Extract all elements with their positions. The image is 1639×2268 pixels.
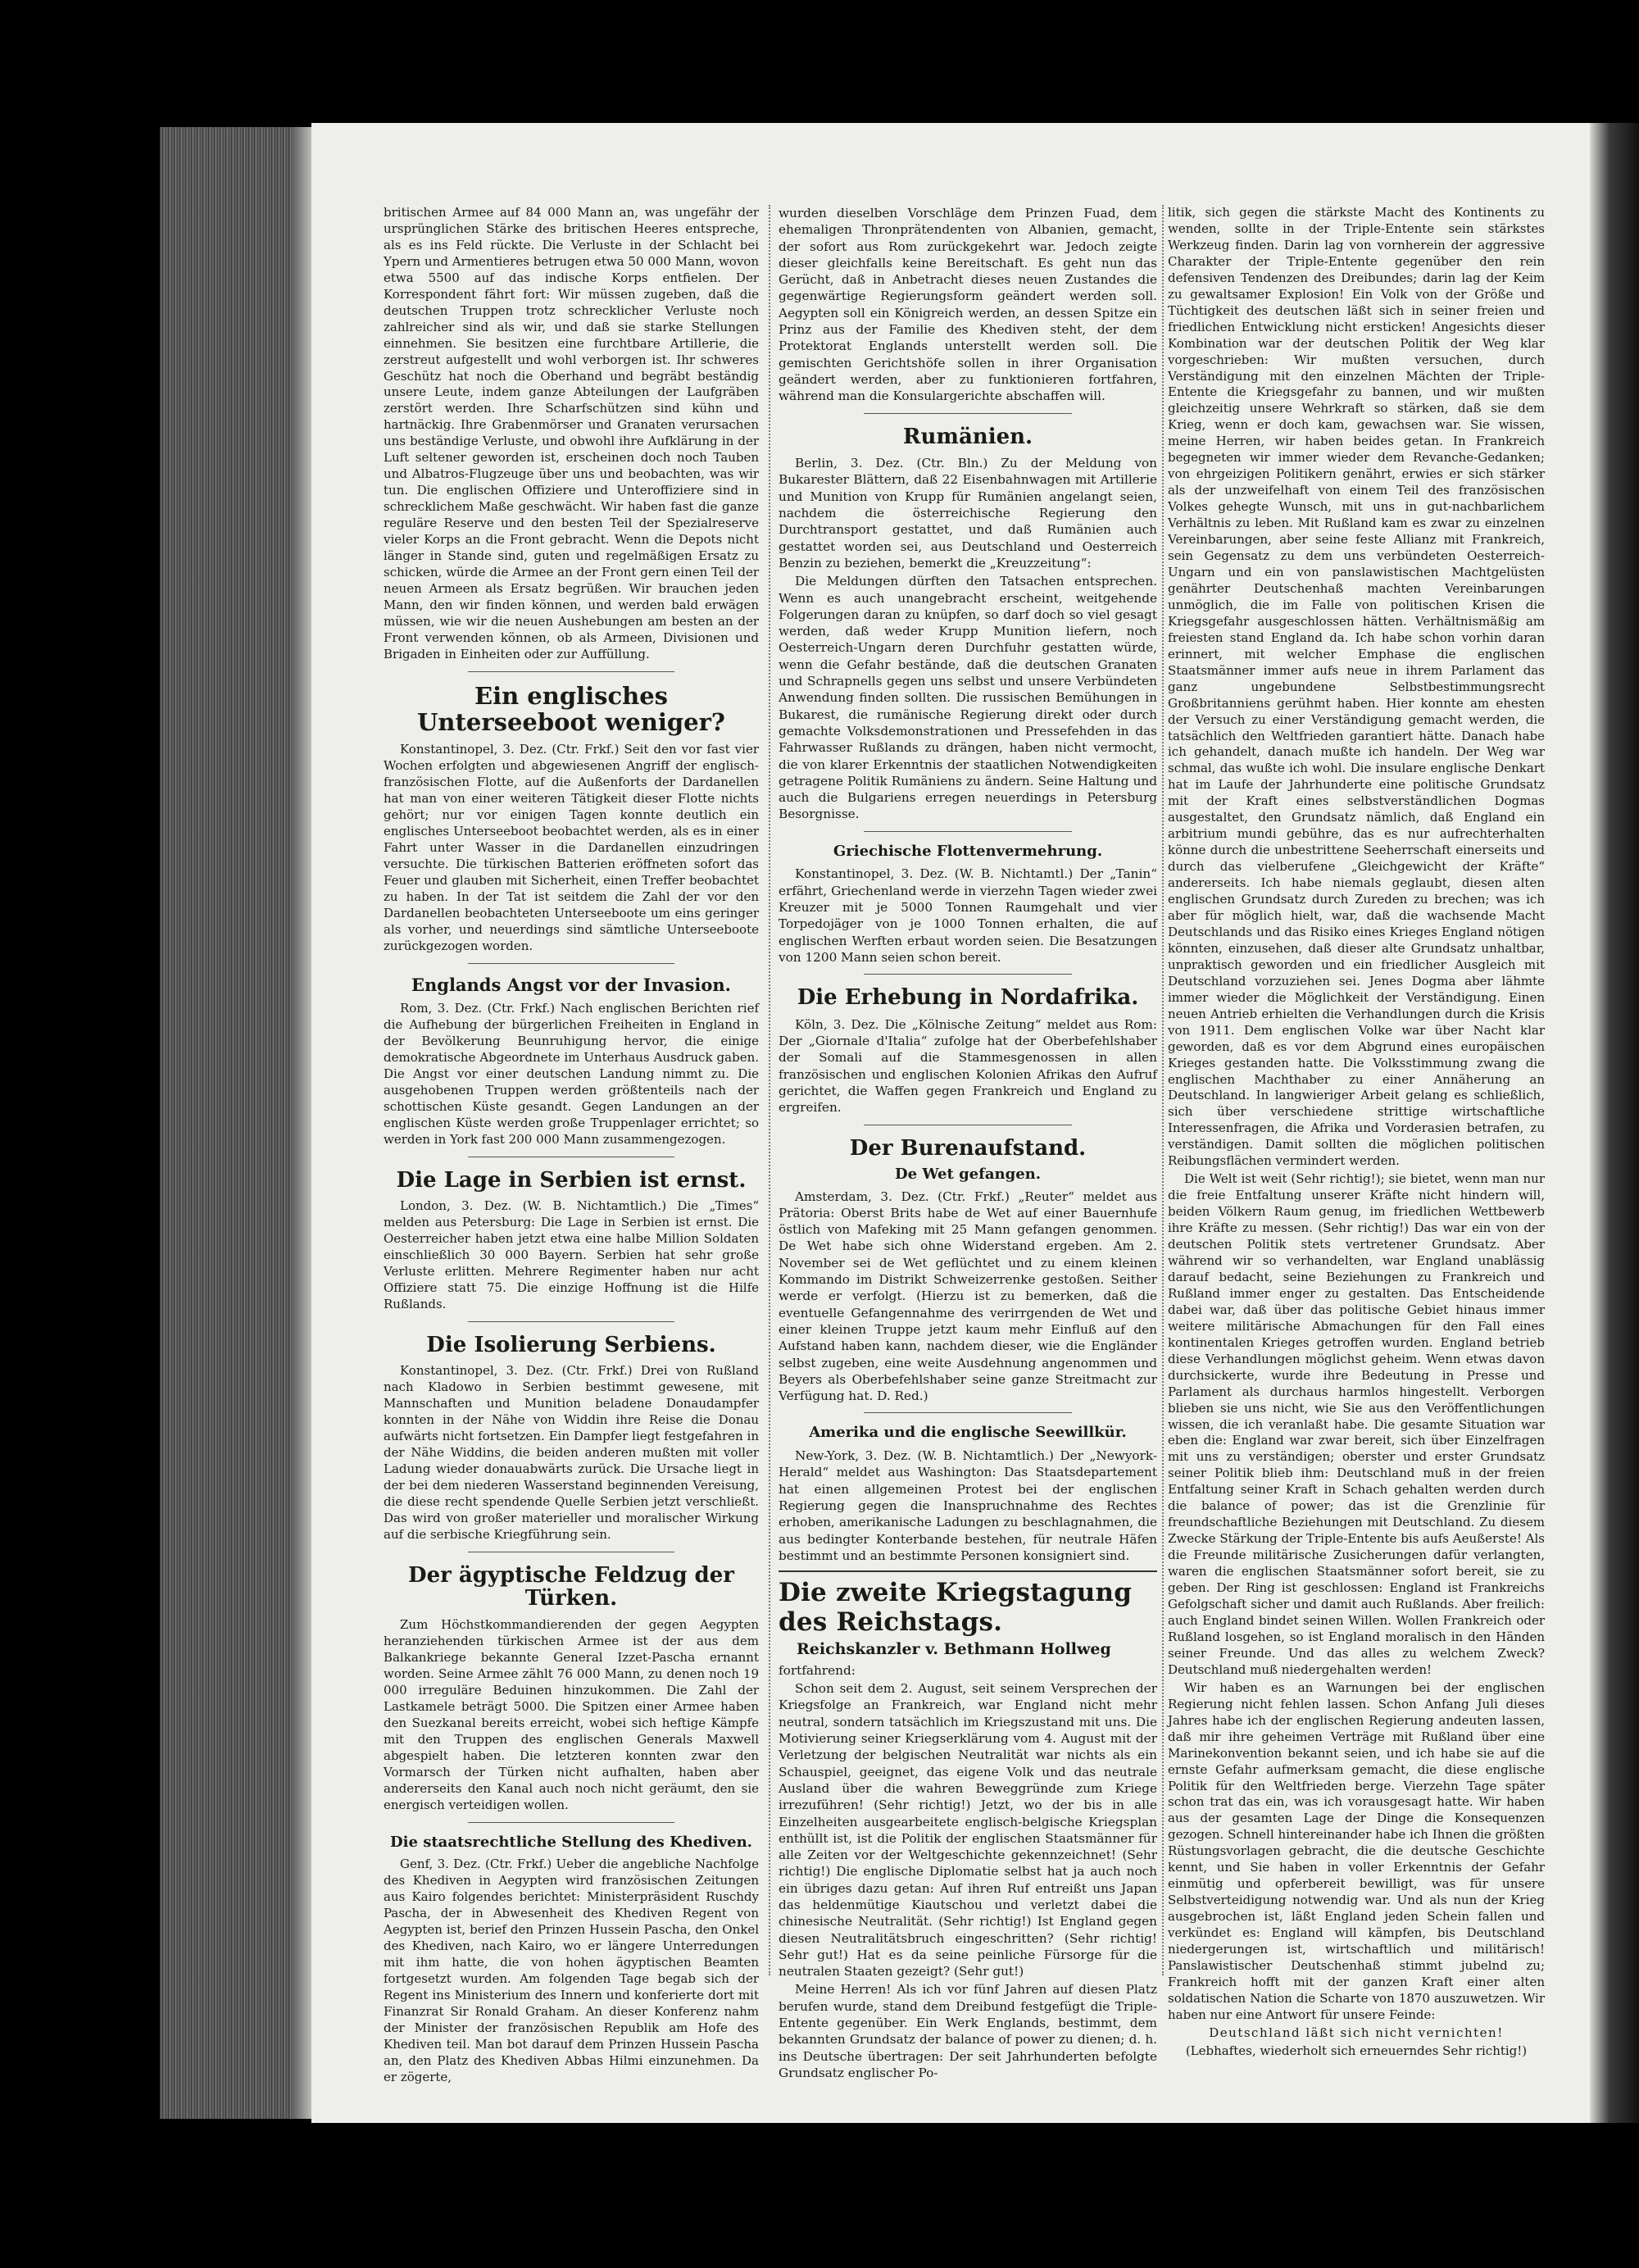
headline-serbia-situation: Die Lage in Serbien ist ernst.: [396, 1167, 747, 1193]
book-page-edges: [160, 127, 291, 2119]
article-north-africa: Köln, 3. Dez. Die „Kölnische Zeitung“ meldet aus Rom: Der „Giornale d'Italia“ zufolge hat der Oberbefehlshaber der Somali auf die Stammesgenossen in allen französischen und englischen Kolonien Afrikas den Aufruf gerichtet, die Waffen gegen Frankreich und England zu ergreifen.: [779, 1016, 1157, 1116]
column-divider-2: [1162, 205, 1164, 1975]
headline-boer-uprising: Der Burenaufstand.: [849, 1135, 1087, 1161]
article-continuation: britischen Armee auf 84 000 Mann an, was ungefähr der ursprünglichen Stärke des britischen Heeres entspreche, als es ins Feld rückte. Die Verluste in der Schlacht bei Ypern und Armentieres betrugen etwa 50 000 Mann, wovon etwa 5500 auf das indische Korps entfielen. Der Korrespondent fährt fort: Wir müssen zugeben, daß die deutschen Truppen trotz schrecklicher Verluste noch zahlreicher sind als wir, und daß sie starke Stellungen einnehmen. Sie besitzen eine furchtbare Artillerie, die zerstreut aufgestellt und wohl verborgen ist. Ihr schweres Geschütz hat noch die Oberhand und begräbt beständig unsere Leute, indem ganze Abteilungen der Laufgräben zerstört werden. Ihre Scharfschützen sind kühn und hartnäckig. Ihre Grabenmörser und Granaten verursachen uns beständige Verluste, und obwohl ihre Aufklärung in der Luft seltener geworden ist, erscheinen doch noch Tauben und Albatros-Flugzeuge über uns und beobachten, was wir tun. Die englischen Offiziere und Unteroffiziere sind in schrecklichem Maße geschwächt. Wir haben fast die ganze reguläre Reserve und den besten Teil der Spezialreserve vieler Korps an die Front gebracht. Wenn die Depots nicht länger in Stande sind, guten und regelmäßigen Ersatz zu schicken, würde die Armee an der Front gern einen Teil der neuen Armeen als Ersatz begrüßen. Wir brauchen jeden Mann, den wir finden können, und werden bald erwägen müssen, wie wir die neuen Aushebungen am besten an der Front verwenden können, ob als Armeen, Divisionen und Brigaden in Einheiten oder zur Auffüllung.: [384, 205, 759, 661]
separator-rule: [468, 963, 674, 964]
column-1: [384, 205, 759, 2088]
headline-egypt-campaign: Der ägyptische Feldzug der Türken.: [408, 1562, 734, 1611]
headline-submarine: Ein englisches Unterseeboot weniger?: [417, 681, 725, 736]
column-3: [1168, 205, 1545, 2061]
headline-invasion: Englands Angst vor der Invasion.: [411, 974, 731, 995]
subheadline-de-wet: De Wet gefangen.: [894, 1166, 1042, 1184]
speech-paragraph-5: Wir haben es an Warnungen bei der englischen Regierung nicht fehlen lassen. Schon Anfang Juli dieses Jahres habe ich der englischen Regierung andeuten lassen, daß mir ihre geheimen Verträge mit Rußland über eine Marinekonvention bekannt seien, und ich habe sie auf die ernste Gefahr aufmerksam gemacht, die diese englische Politik für den Weltfrieden berge. Vierzehn Tage später schon trat das ein, was ich vorausgesagt hatte. Wir haben aus der gesamten Lage der Dinge die Konsequenzen gezogen. Schnell hintereinander habe ich Ihnen die größten Rüstungsvorlagen gebracht, die die deutsche Geschichte kennt, und Sie haben in voller Erkenntnis der Gefahr einmütig und opferbereit bewilligt, was für unsere Selbstverteidigung notwendig war. Und als nun der Krieg ausgebrochen ist, läßt England jeden Schein fallen und verkündet es: England will kämpfen, bis Deutschland niedergerungen ist, wirtschaftlich und militärisch! Panslawistischer Deutschenhaß stimmt jubelnd zu; Frankreich hofft mit der ganzen Kraft einer alten soldatischen Nation die Scharte von 1870 auszuwetzen. Wir haben nur eine Antwort für unsere Feinde:: [1168, 1679, 1545, 2022]
article-greek-fleet: Konstantinopel, 3. Dez. (W. B. Nichtamtl.) Der „Tanin“ erfährt, Griechenland werde in vierzehn Tagen wieder zwei Kreuzer mit je 5000 Tonnen Raumgehalt und vier Torpedojäger von je 1000 Tonnen erhalten, die auf englischen Werften erbaut worden seien. Die Besatzungen von 1200 Mann seien schon bereit.: [779, 866, 1157, 965]
headline-khedive: Die staatsrechtliche Stellung des Khediven.: [390, 1833, 752, 1851]
article-khedive-continued: wurden dieselben Vorschläge dem Prinzen Fuad, dem ehemaligen Thronprätendenten von Albanien, gemacht, der sofort aus Rom zurückgekehrt war. Jedoch zeigte dieser gleichfalls keine Bereitschaft. Es geht nun das Gerücht, daß in Anbetracht dieses neuen Zustandes die gegenwärtige Regierungsform geändert werden soll. Aegypten soll ein Königreich werden, an dessen Spitze ein Prinz aus der Familie des Khediven steht, der dem Protektorat Englands unterstellt werden soll. Die gemischten Gerichtshöfe sollen in ihrer Organisation geändert werden, aber zu funktionieren fortfahren, während man die Konsulargerichte abschaffen will.: [779, 206, 1157, 404]
headline-serbia-isolation: Die Isolierung Serbiens.: [426, 1332, 716, 1357]
speech-climax: Deutschland läßt sich nicht vernichten!: [1209, 2025, 1504, 2040]
article-america: New-York, 3. Dez. (W. B. Nichtamtlich.) Der „Newyork-Herald“ meldet aus Washington: Das Staatsdepartement hat einen allgemeinen Protest bei der englischen Regierung gegen die Inanspruchnahme des Rechtes erhoben, amerikanische Ladungen zu beschlagnahmen, die aus bedingter Konterbande bestehen, für neutrale Häfen bestimmt und an bestimmte Personen konsigniert sind.: [779, 1448, 1157, 1563]
column-2: [779, 205, 1157, 2083]
column-divider-1: [769, 205, 770, 1975]
separator-rule: [468, 1822, 674, 1823]
headline-america: Amerika und die englische Seewillkür.: [809, 1424, 1127, 1442]
headline-reichstag: Die zweite Kriegstagung des Reichstags.: [779, 1578, 1133, 1637]
section-rule: [779, 1570, 1157, 1572]
next-page-edge: [1590, 123, 1639, 2123]
speech-paragraph-4: Die Welt ist weit (Sehr richtig!); sie bietet, wenn man nur die freie Entfaltung unserer Kräfte nicht hindern will, beiden Völkern Raum genug, im friedlichen Wettbewerb ihre Kräfte zu messen. (Sehr richtig!) Das war ein von der deutschen Politik stets vertretener Grundsatz. Aber während wir so verhandelten, war England unablässig darauf bedacht, seine Beziehungen zu Frankreich und Rußland immer enger zu gestalten. Das Entscheidende dabei war, daß über das politische Gebiet hinaus immer weitere militärische Abmachungen für den Fall eines kontinentalen Krieges getroffen wurden. England betrieb diese Verhandlungen möglichst geheim. Wenn etwas davon durchsickerte, wurde ihre Bedeutung in Presse und Parlament als durchaus harmlos hingestellt. Verborgen blieben sie uns nicht, wie Sie aus den Veröffentlichungen wissen, die ich veranlaßt habe. Die gesamte Situation war eben die: England war zwar bereit, sich über Einzelfragen mit uns zu verständigen; oberster und erster Grundsatz seiner Politik blieb ihm: Deutschland muß in der freien Entfaltung seiner Kraft in Schach gehalten werden durch die balance of power; das ist die Grenzlinie für freundschaftliche Beziehungen mit Deutschland. Zu diesem Zwecke Stärkung der Triple-Entente bis aufs Aeußerste! Als die Freunde militärische Zusicherungen dafür verlangten, waren die englischen Staatsmänner sofort bereit, sie zu geben. Der Ring ist geschlossen: England ist Frankreichs Gefolgschaft sicher und damit auch Rußlands. Aber freilich: auch England bindet seinen Willen. Wollen Frankreich oder Rußland losgehen, so ist England moralisch in den Händen seiner Freunde. Und das alles zu welchem Zweck? Deutschland muß niedergehalten werden!: [1168, 1171, 1545, 1677]
headline-romania: Rumänien.: [902, 424, 1033, 449]
article-romania-2: Die Meldungen dürften den Tatsachen entsprechen. Wenn es auch unangebracht erscheint, weitgehende Folgerungen daran zu knüpfen, so darf doch so viel gesagt werden, daß weder Krupp Munition liefern, noch Oesterreich-Ungarn deren Durchfuhr gestatten würde, wenn die Gefahr bestände, daß die deutschen Granaten und Schrapnells gegen uns selbst und unsere Verbündeten Anwendung finden sollten. Die russischen Bemühungen in Bukarest, die rumänische Regierung direkt oder durch gemachte Volksdemonstrationen und Pressefehden in das Fahrwasser Rußlands zu drängen, haben nicht vermocht, die von klarer Erkenntnis der staatlichen Notwendigkeiten getragene Politik Rumäniens zu ändern. Seine Haltung und auch die Bulgariens erregen neuerdings in Petersburg Besorgnisse.: [779, 574, 1157, 822]
speech-intro: fortfahrend:: [779, 1662, 856, 1678]
separator-rule: [864, 831, 1072, 832]
speaker-name: Reichskanzler v. Bethmann Hollweg: [797, 1639, 1111, 1658]
speech-applause: (Lebhaftes, wiederholt sich erneuerndes Sehr richtig!): [1185, 2043, 1528, 2058]
separator-rule: [468, 1321, 674, 1322]
headline-north-africa: Die Erhebung in Nordafrika.: [797, 985, 1139, 1011]
headline-greek-fleet: Griechische Flottenvermehrung.: [833, 842, 1103, 860]
article-egypt-campaign: Zum Höchstkommandierenden der gegen Aegypten heranziehenden türkischen Armee ist der aus dem Balkankriege bekannte General Izzet-Pascha ernannt worden. Seine Armee zählt 76 000 Mann, zu denen noch 19 000 irreguläre Beduinen hinzukommen. Die Zahl der Lastkamele beträgt 5000. Die Spitzen einer Armee haben den Suezkanal bereits erreicht, wobei sich heftige Kämpfe mit den Truppen des englischen Generals Maxwell abgespielt haben. Die letzteren konnten zwar den Vormarsch der Türken nicht aufhalten, haben aber andererseits den Kanal auch noch nicht geräumt, den sie energisch verteidigen wollen.: [384, 1617, 759, 1812]
article-serbia-isolation: Konstantinopel, 3. Dez. (Ctr. Frkf.) Drei von Rußland nach Kladowo in Serbien bestimmt gewesene, mit Mannschaften und Munition beladene Donaudampfer konnten in der Nähe von Widdin ihre Reise die Donau aufwärts nicht fortsetzen. Ein Dampfer liegt festgefahren in der Nähe Widdins, die beiden anderen mußten mit voller Ladung wieder donauabwärts zurück. Die Ursache liegt in der bei dem niederen Wasserstand beginnenden Vereisung, die diese recht spendende Quelle Serbien jetzt verschließt. Das wird von großer materieller und moralischer Wirkung auf die serbische Kriegführung sein.: [384, 1363, 759, 1542]
article-invasion: Rom, 3. Dez. (Ctr. Frkf.) Nach englischen Berichten rief die Aufhebung der bürgerlichen Freiheiten in England in der Bevölkerung Beunruhigung hervor, die einige demokratische Abgeordnete im Unterhaus Ausdruck gaben. Die Angst vor einer deutschen Landung nimmt zu. Die ausgehobenen Truppen werden größtenteils nach der schottischen Küste gesandt. Gegen Landungen an der englischen Küste werden große Truppenlager errichtet; so werden in York fast 200 000 Mann zusammengezogen.: [384, 1000, 759, 1147]
separator-rule: [864, 1412, 1072, 1413]
speech-paragraph-1: Schon seit dem 2. August, seit seinem Versprechen der Kriegsfolge an Frankreich, war England nicht mehr neutral, sondern tatsächlich im Kriegszustand mit uns. Die Motivierung seiner Kriegserklärung vom 4. August mit der Verletzung der belgischen Neutralität war nichts als ein Schauspiel, geeignet, das eigene Volk und das neutrale Ausland über die wahren Beweggründe zum Kriege irrezuführen! (Sehr richtig!) Jetzt, wo der bis in alle Einzelheiten ausgearbeitete englisch-belgische Kriegsplan enthüllt ist, ist die Politik der englischen Staatsmänner für alle Zeiten vor der Weltgeschichte gekennzeichnet! (Sehr richtig!) Die englische Diplomatie selbst hat ja auch noch ein übriges dazu getan: Auf ihren Ruf entreißt uns Japan das heldenmütige Kiautschou und verletzt dabei die chinesische Neutralität. (Sehr richtig!) Ist England gegen diesen Neutralitätsbruch eingeschritten? (Sehr richtig! Sehr gut!) Hat es da seine peinliche Fürsorge für die neutralen Staaten gezeigt? (Sehr gut!): [779, 1681, 1157, 1979]
article-boer-uprising: Amsterdam, 3. Dez. (Ctr. Frkf.) „Reuter“ meldet aus Prätoria: Oberst Brits habe de Wet auf einer Bauernhufe östlich von Mafeking mit 25 Mann gefangen genommen. De Wet habe sich ohne Widerstand ergeben. Am 2. November sei de Wet geflüchtet und zu einem kleinen Kommando im Distrikt Schweizerrenke gestoßen. Seither werde er verfolgt. (Hierzu ist zu bemerken, daß die eventuelle Gefangennahme des verirrgenden de Wet und einer kleinen Truppe jetzt kaum mehr Einfluß auf den Aufstand haben kann, nachdem dieser, wie die Engländer selbst zugeben, eine weite Ausdehnung angenommen und Beyers als Oberbefehlshaber seine ganze Streitmacht zur Verfügung hat. D. Red.): [779, 1189, 1157, 1404]
separator-rule: [468, 671, 674, 672]
speech-paragraph-3: litik, sich gegen die stärkste Macht des Kontinents zu wenden, sollte in der Triple-Entente sein stärkstes Werkzeug finden. Darin lag von vornherein der aggressive Charakter der Triple-Entente gegenüber den rein defensiven Tendenzen des Dreibundes; darin lag der Keim zu gewaltsamer Explosion! Ein Volk von der Größe und Tüchtigkeit des deutschen läßt sich in seiner freien und friedlichen Entwicklung nicht ersticken! Angesichts dieser Kombination war der deutschen Politik der Weg klar vorgeschrieben: Wir mußten versuchen, durch Verständigung mit den einzelnen Mächten der Triple-Entente die Kriegsgefahr zu bannen, und wir mußten gleichzeitig unsere Wehrkraft so stärken, daß sie dem Krieg, wenn er doch kam, gewachsen war. Sie wissen, meine Herren, wir haben beides getan. In Frankreich begegneten wir immer wieder dem Revanche-Gedanken; von ehrgeizigen Politikern genährt, erwies er sich stärker als der unzweifelhaft von einem Teil des französischen Volkes gehegte Wunsch, mit uns in gut-nachbarlichem Verhältnis zu leben. Mit Rußland kam es zwar zu einzelnen Vereinbarungen, aber seine feste Allianz mit Frankreich, sein Gegensatz zu dem uns verbündeten Oesterreich-Ungarn und ein von panslawistischen Machtgelüsten genährter Deutschenhaß machten Vereinbarungen unmöglich, die im Falle von politischen Krisen die Kriegsgefahr ausgeschlossen hätten. Verhältnismäßig am freiesten stand England da. Ich habe schon vorhin daran erinnert, mit welcher Emphase die englischen Staatsmänner immer aufs neue in ihrem Parlament das ganz ungebundene Selbstbestimmungsrecht Großbritanniens gerühmt haben. Hier konnte am ehesten der Versuch zu einer Verständigung gemacht werden, die tatsächlich den Weltfrieden garantiert hätte. Danach habe ich gehandelt, danach mußte ich handeln. Der Weg war schmal, das wußte ich wohl. Die insulare englische Denkart hat im Laufe der Jahrhunderte eine politische Grundsatz mit der Kraft eines selbstverständlichen Dogmas ausgestaltet, den Grundsatz nämlich, daß England ein arbitrium mundi gebühre, das es nur aufrechterhalten könne durch die unbestrittene Seeherrschaft einerseits und durch das vielberufene „Gleichgewicht der Kräfte“ andererseits. Ich habe niemals geglaubt, diesen alten englischen Grundsatz durch Zureden zu brechen; was ich aber für möglich hielt, war, daß die wachsende Macht Deutschlands und das Risiko eines Krieges England nötigen könnten, einzusehen, daß dieser alte Grundsatz unhaltbar, unpraktisch geworden und ein friedlicher Ausgleich mit Deutschland vorzuziehen sei. Jenes Dogma aber lähmte immer wieder die Möglichkeit der Verständigung. Einen neuen Antrieb erhielten die Verhandlungen durch die Krisis von 1911. Dem englischen Volke war über Nacht klar geworden, daß es vor dem Abgrund eines europäischen Krieges gestanden hatte. Die Volksstimmung zwang die englischen Machthaber zu einer Annäherung an Deutschland. In langwieriger Arbeit gelang es schließlich, sich über verschiedene strittige wirtschaftliche Interessenfragen, die Afrika und Vorderasien betrafen, zu verständigen. Damit sollten die möglichen politischen Reibungsflächen vermindert werden.: [1168, 205, 1545, 1169]
article-khedive: Genf, 3. Dez. (Ctr. Frkf.) Ueber die angebliche Nachfolge des Khediven in Aegypten wird französischen Zeitungen aus Kairo folgendes berichtet: Ministerpräsident Ruschdy Pascha, der in Abwesenheit des Khediven Regent von Aegypten ist, berief den Prinzen Hussein Pascha, den Onkel des Khediven, nach Kairo, wo er längere Unterredungen mit ihm hatte, die von hohen ägyptischen Beamten fortgesetzt wurden. Am folgenden Tage begab sich der Regent ins Ministerium des Innern und konferierte dort mit Finanzrat Sir Ronald Graham. An dieser Konferenz nahm der Minister der französischen Republik am Hofe des Khediven teil. Man bot darauf dem Prinzen Hussein Pascha an, den Platz des Khediven Abbas Hilmi einzunehmen. Da er zögerte,: [384, 1857, 759, 2084]
article-serbia-situation: London, 3. Dez. (W. B. Nichtamtlich.) Die „Times“ melden aus Petersburg: Die Lage in Serbien ist ernst. Die Oesterreicher haben jetzt etwa eine halbe Million Soldaten einschließlich 30 000 Bayern. Serbien hat sehr große Verluste erlitten. Mehrere Regimenter haben nur acht Offiziere statt 75. Die einzige Hoffnung ist die Hilfe Rußlands.: [384, 1198, 759, 1311]
article-submarine: Konstantinopel, 3. Dez. (Ctr. Frkf.) Seit den vor fast vier Wochen erfolgten und abgewiesenen Angriff der englisch-französischen Flotte, auf die Außenforts der Dardanellen hat man von einer weiteren Tätigkeit dieser Flotte nichts gehört; nur vor einigen Tagen konnte deutlich ein englisches Unterseeboot beobachtet werden, als es in einer Fahrt unter Wasser in die Dardanellen einzudringen versuchte. Die türkischen Batterien eröffneten sofort das Feuer und glauben mit Sicherheit, einen Treffer beobachtet zu haben. In der Tat ist seitdem die Zahl der vor den Dardanellen beobachteten Unterseeboote um eins geringer als vorher, und neuerdings sind sämtliche Unterseeboote zurückgezogen worden.: [384, 742, 759, 953]
separator-rule: [864, 413, 1072, 414]
separator-rule: [864, 974, 1072, 975]
article-romania-1: Berlin, 3. Dez. (Ctr. Bln.) Zu der Meldung von Bukarester Blättern, daß 22 Eisenbahnwagen mit Artillerie und Munition von Krupp für Rumänien angelangt seien, nachdem die österreichische Regierung den Durchtransport gestattet, und daß Rumänien auch gestattet worden sei, aus Deutschland und Oesterreich Benzin zu beziehen, bemerkt die „Kreuzzeitung“:: [779, 456, 1157, 570]
speech-paragraph-2: Meine Herren! Als ich vor fünf Jahren auf diesen Platz berufen wurde, stand dem Dreibund festgefügt die Triple-Entente gegenüber. Ein Werk Englands, bestimmt, dem bekannten Grundsatz der balance of power zu dienen; d. h. ins Deutsche übertragen: Der seit Jahrhunderten befolgte Grundsatz englischer Po-: [779, 1982, 1157, 2080]
